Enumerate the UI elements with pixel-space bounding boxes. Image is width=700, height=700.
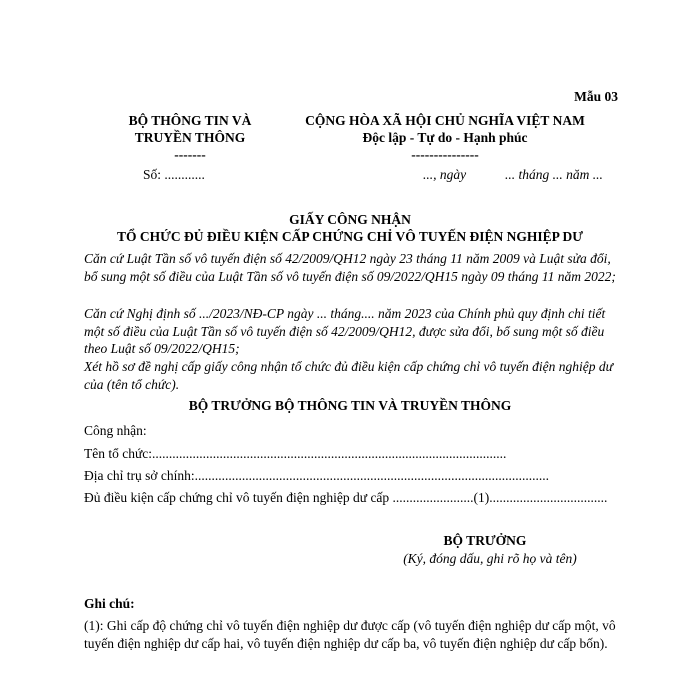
title-line1: GIẤY CÔNG NHẬN (289, 212, 411, 227)
headquarters-address-line: Địa chỉ trụ sở chính:......................................................................................................... (84, 468, 549, 483)
republic-name: CỘNG HÒA XÃ HỘI CHỦ NGHĨA VIỆT NAM (305, 113, 585, 128)
date-place: ..., ngày (423, 167, 467, 182)
organization-name-line: Tên tổ chức:......................................................................................................... (84, 446, 507, 461)
preamble-decree: Căn cứ Nghị định số .../2023/NĐ-CP ngày ... tháng.... năm 2023 của Chính phủ quy định chi tiết một số điều của Luật Tần số vô tuyến điện số 42/2009/QH12, được sửa đổi, bổ sung một số điều theo Luật số 09/2022/QH15; (84, 306, 606, 356)
signature-title: BỘ TRƯỞNG (443, 533, 527, 548)
notes-heading: Ghi chú: (84, 596, 135, 611)
document-number: Số: ............ (143, 167, 205, 182)
ministry-divider: ------- (174, 147, 206, 162)
issuing-authority: BỘ TRƯỞNG BỘ THÔNG TIN VÀ TRUYỀN THÔNG (188, 398, 512, 413)
ministry-header (95, 112, 285, 163)
signature-note: (Ký, đóng dấu, ghi rõ họ và tên) (403, 551, 577, 566)
date-rest: ... tháng ... năm ... (505, 167, 603, 182)
preamble-law: Căn cứ Luật Tần số vô tuyến điện số 42/2009/QH12 ngày 23 tháng 11 năm 2009 và Luật sửa đổi, bổ sung một số điều của Luật Tần số vô tuyến điện số 09/2022/QH15 ngày 09 tháng 11 năm 2022; (84, 251, 616, 284)
recognize-label: Công nhận: (84, 423, 147, 438)
document-title (60, 211, 640, 245)
title-line2: TỔ CHỨC ĐỦ ĐIỀU KIỆN CẤP CHỨNG CHỈ VÔ TUYẾN ĐIỆN NGHIỆP DƯ (116, 229, 584, 244)
national-motto: Độc lập - Tự do - Hạnh phúc (362, 130, 528, 145)
republic-divider: --------------- (411, 147, 479, 162)
notes-text: (1): Ghi cấp độ chứng chỉ vô tuyến điện nghiệp dư được cấp (vô tuyến điện nghiệp dư cấp một, vô tuyến điện nghiệp dư cấp hai, vô tuyến điện nghiệp dư cấp ba, vô tuyến điện nghiệp dư cấp bốn). (84, 618, 616, 651)
form-code: Mẫu 03 (574, 89, 618, 104)
republic-header (285, 112, 605, 163)
preamble-review: Xét hồ sơ đề nghị cấp giấy công nhận tổ chức đủ điều kiện cấp chứng chỉ vô tuyến điện nghiệp dư của (tên tổ chức). (84, 359, 614, 392)
ministry-name-line2: TRUYỀN THÔNG (134, 130, 246, 145)
qualification-level-line: Đủ điều kiện cấp chứng chỉ vô tuyến điện nghiệp dư cấp ........................(1)................................... (84, 490, 608, 505)
ministry-name-line1: BỘ THÔNG TIN VÀ (128, 113, 252, 128)
